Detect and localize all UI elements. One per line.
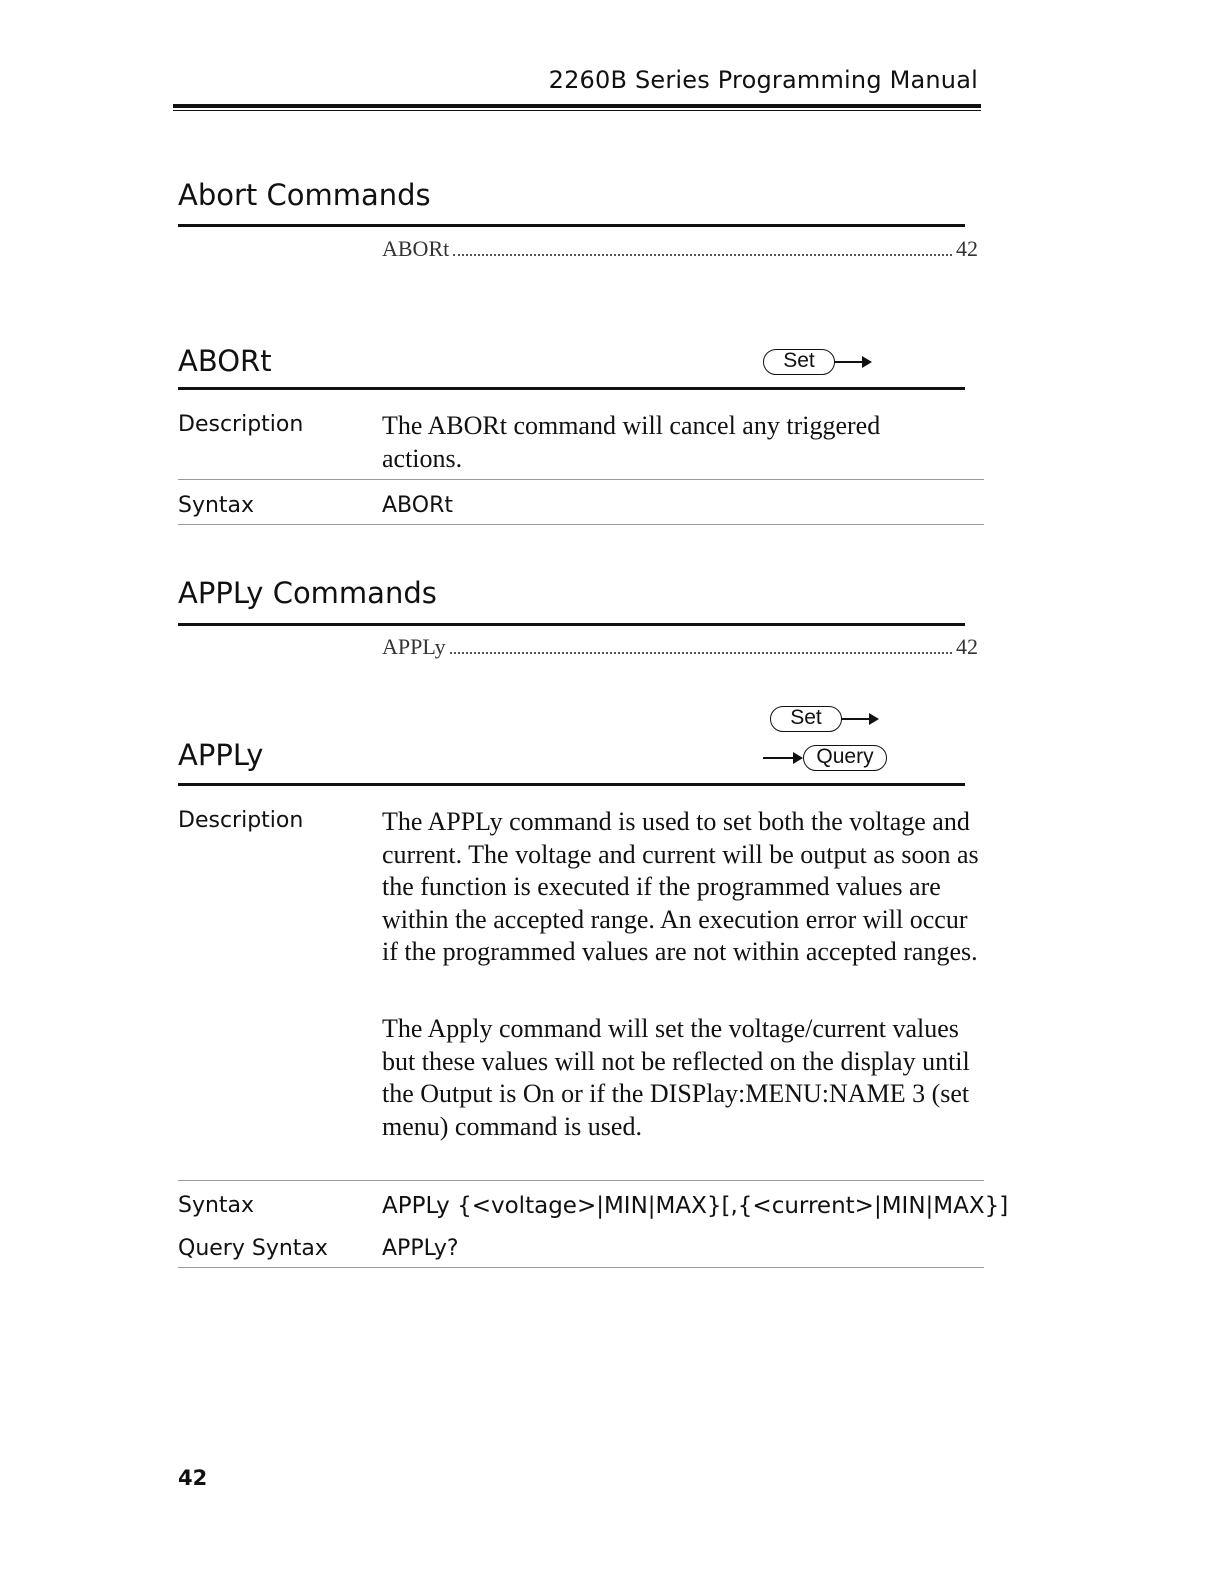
right-arrow-icon <box>841 711 881 727</box>
description-label: Description <box>178 412 304 437</box>
command-title-abort: ABORt <box>178 344 272 378</box>
toc-entry-page: 42 <box>956 634 978 659</box>
row-divider <box>178 479 984 480</box>
toc-leader-dots <box>453 253 952 256</box>
right-arrow-icon <box>763 750 805 766</box>
toc-entry-label: APPLy <box>382 634 446 659</box>
abort-syntax: ABORt <box>382 493 453 518</box>
section-title-abort-commands: Abort Commands <box>178 178 431 212</box>
section-rule <box>178 224 965 227</box>
query-badge: Query <box>803 745 887 771</box>
abort-description: The ABORt command will cancel any triggered actions. <box>382 411 881 473</box>
query-syntax-label: Query Syntax <box>178 1236 328 1261</box>
description-label: Description <box>178 808 304 833</box>
command-title-apply: APPLy <box>178 738 264 772</box>
toc-entry-page: 42 <box>956 236 978 261</box>
toc-entry-apply[interactable] <box>382 634 978 660</box>
running-header-title: 2260B Series Programming Manual <box>548 66 978 94</box>
row-divider <box>178 1267 984 1268</box>
syntax-label: Syntax <box>178 1193 255 1218</box>
toc-leader-dots <box>450 651 952 654</box>
set-badge: Set <box>763 349 835 375</box>
right-arrow-icon <box>834 354 874 370</box>
section-rule <box>178 387 965 390</box>
set-badge: Set <box>770 706 842 732</box>
syntax-label: Syntax <box>178 493 255 518</box>
section-rule <box>178 623 965 626</box>
section-rule <box>178 783 965 786</box>
apply-query-syntax: APPLy? <box>382 1236 459 1261</box>
row-divider <box>178 1180 984 1181</box>
header-rule <box>173 104 981 108</box>
toc-entry-label: ABORt <box>382 236 450 261</box>
section-title-apply-commands: APPLy Commands <box>178 576 437 610</box>
apply-description-paragraph-1: The APPLy command is used to set both the voltage and current. The voltage and current will be output as soon as the function is executed if the programmed values are within the accepted range. An execution error will occur if the programmed values are not within accepted ranges. <box>382 807 979 967</box>
header-rule-thin <box>173 110 981 111</box>
page-number: 42 <box>178 1466 208 1490</box>
apply-description-paragraph-2: The Apply command will set the voltage/current values but these values will not be reflected on the display until the Output is On or if the DISPlay:MENU:NAME 3 (set menu) command is used. <box>382 1014 970 1141</box>
row-divider <box>178 524 984 525</box>
apply-syntax: APPLy {<voltage>|MIN|MAX}[,{<current>|MIN|MAX}] <box>382 1193 1009 1219</box>
toc-entry-abort[interactable] <box>382 236 978 262</box>
